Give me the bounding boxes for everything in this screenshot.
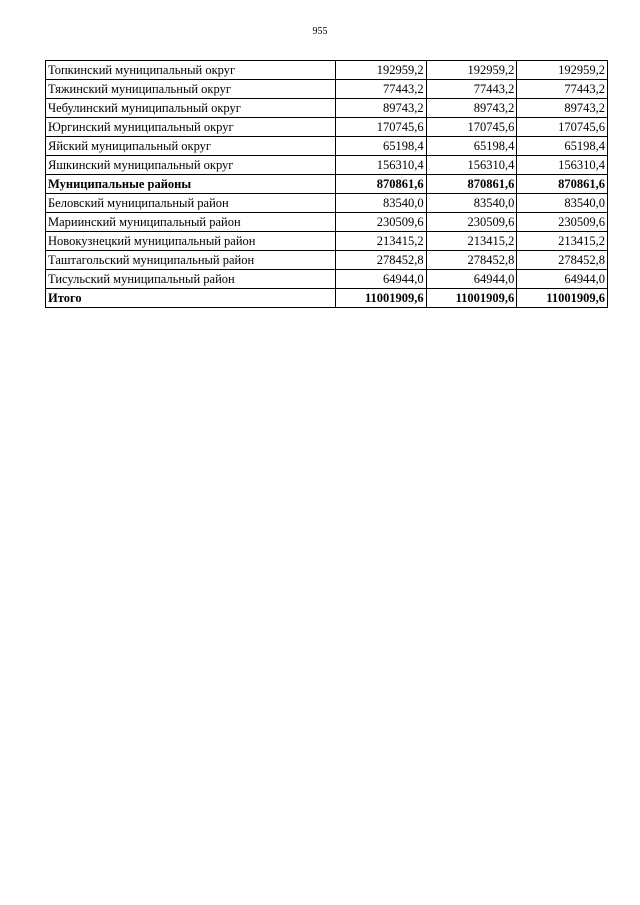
cell-name: Тисульский муниципальный район xyxy=(46,270,336,289)
table-row xyxy=(46,232,608,251)
table-row xyxy=(46,270,608,289)
table-row xyxy=(46,118,608,137)
cell-value-1: 192959,2 xyxy=(336,61,427,80)
cell-name: Беловский муниципальный район xyxy=(46,194,336,213)
table-body xyxy=(46,61,608,308)
cell-value-2: 213415,2 xyxy=(426,232,517,251)
cell-value-2: 65198,4 xyxy=(426,137,517,156)
cell-value-3: 870861,6 xyxy=(517,175,608,194)
cell-value-1: 83540,0 xyxy=(336,194,427,213)
table-row xyxy=(46,194,608,213)
cell-value-1: 64944,0 xyxy=(336,270,427,289)
table-row xyxy=(46,213,608,232)
cell-value-1: 11001909,6 xyxy=(336,289,427,308)
cell-value-3: 170745,6 xyxy=(517,118,608,137)
cell-value-1: 278452,8 xyxy=(336,251,427,270)
cell-name: Яйский муниципальный округ xyxy=(46,137,336,156)
table-row xyxy=(46,251,608,270)
budget-table xyxy=(45,60,608,308)
cell-name: Муниципальные районы xyxy=(46,175,336,194)
cell-name: Юргинский муниципальный округ xyxy=(46,118,336,137)
cell-value-2: 170745,6 xyxy=(426,118,517,137)
cell-value-2: 77443,2 xyxy=(426,80,517,99)
cell-value-3: 213415,2 xyxy=(517,232,608,251)
cell-value-1: 77443,2 xyxy=(336,80,427,99)
cell-value-1: 65198,4 xyxy=(336,137,427,156)
table-row xyxy=(46,61,608,80)
cell-name: Яшкинский муниципальный округ xyxy=(46,156,336,175)
cell-value-2: 83540,0 xyxy=(426,194,517,213)
table-row xyxy=(46,289,608,308)
cell-name: Чебулинский муниципальный округ xyxy=(46,99,336,118)
cell-name: Тяжинский муниципальный округ xyxy=(46,80,336,99)
cell-value-3: 65198,4 xyxy=(517,137,608,156)
cell-value-1: 213415,2 xyxy=(336,232,427,251)
cell-value-3: 192959,2 xyxy=(517,61,608,80)
cell-value-1: 870861,6 xyxy=(336,175,427,194)
page-number: 955 xyxy=(312,26,328,37)
cell-value-2: 230509,6 xyxy=(426,213,517,232)
cell-value-1: 89743,2 xyxy=(336,99,427,118)
cell-value-1: 156310,4 xyxy=(336,156,427,175)
table-row xyxy=(46,156,608,175)
cell-value-3: 89743,2 xyxy=(517,99,608,118)
cell-value-2: 278452,8 xyxy=(426,251,517,270)
cell-name: Итого xyxy=(46,289,336,308)
table-row xyxy=(46,99,608,118)
cell-value-3: 77443,2 xyxy=(517,80,608,99)
cell-value-2: 64944,0 xyxy=(426,270,517,289)
cell-value-2: 192959,2 xyxy=(426,61,517,80)
table-row xyxy=(46,137,608,156)
cell-name: Топкинский муниципальный округ xyxy=(46,61,336,80)
cell-value-2: 156310,4 xyxy=(426,156,517,175)
cell-value-3: 11001909,6 xyxy=(517,289,608,308)
cell-value-1: 230509,6 xyxy=(336,213,427,232)
cell-value-2: 870861,6 xyxy=(426,175,517,194)
cell-value-3: 156310,4 xyxy=(517,156,608,175)
cell-name: Мариинский муниципальный район xyxy=(46,213,336,232)
cell-value-2: 89743,2 xyxy=(426,99,517,118)
cell-value-3: 64944,0 xyxy=(517,270,608,289)
cell-name: Новокузнецкий муниципальный район xyxy=(46,232,336,251)
cell-value-3: 83540,0 xyxy=(517,194,608,213)
table-row xyxy=(46,80,608,99)
table-row xyxy=(46,175,608,194)
cell-value-2: 11001909,6 xyxy=(426,289,517,308)
cell-value-1: 170745,6 xyxy=(336,118,427,137)
cell-name: Таштагольский муниципальный район xyxy=(46,251,336,270)
cell-value-3: 230509,6 xyxy=(517,213,608,232)
cell-value-3: 278452,8 xyxy=(517,251,608,270)
